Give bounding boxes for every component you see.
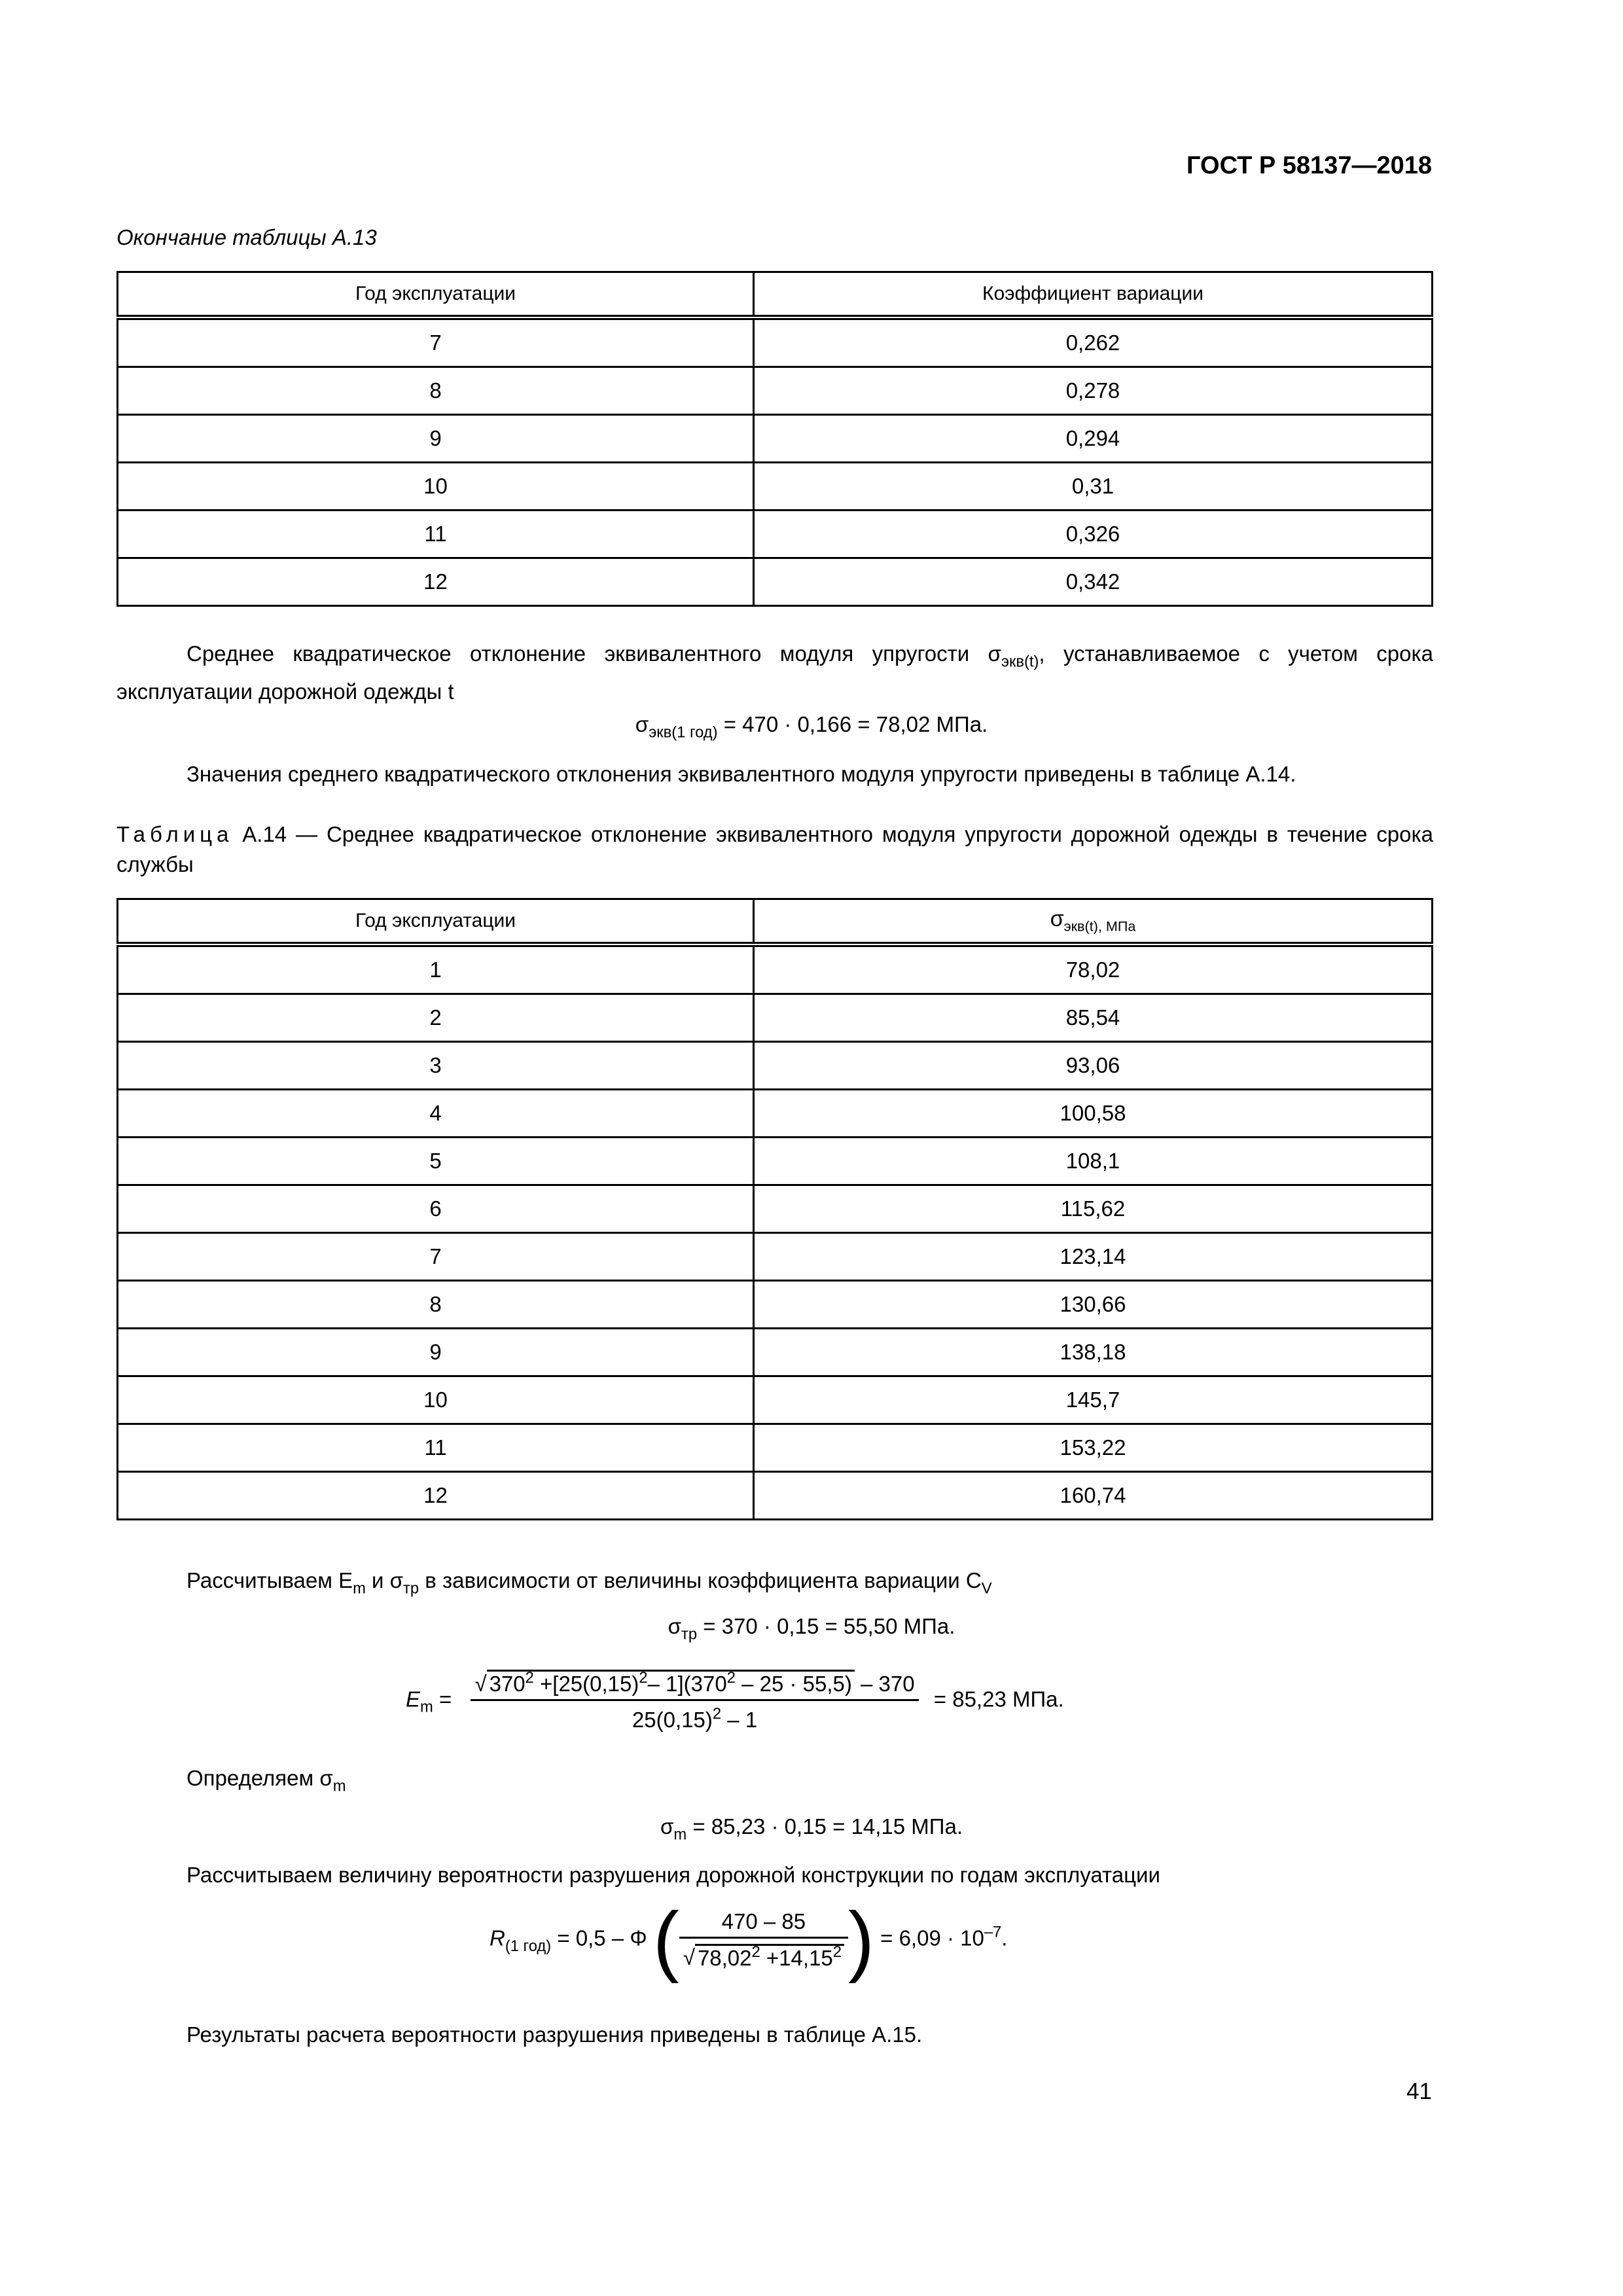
table-cell: 0,342 bbox=[754, 558, 1433, 606]
paragraph-define-sigma-m: Определяем $\sigma_m$ bbox=[187, 1766, 346, 1795]
table-row bbox=[118, 1424, 1433, 1472]
table-row bbox=[118, 1281, 1433, 1329]
formula-probability: $R_{(1 год)} = 0,5 - \Phi$ ( $\frac{470 - 85}{√ 78,02^2 +14,15^2}$ ) = $6,09 \cdot 10^{-7}$. bbox=[490, 1896, 1008, 1984]
table-cell: 5 bbox=[118, 1138, 754, 1185]
table-cell: 11 bbox=[118, 511, 754, 558]
table-cell: 7 bbox=[118, 317, 754, 367]
table-cell: 3 bbox=[118, 1042, 754, 1090]
table-row bbox=[118, 994, 1433, 1042]
column-header: Год эксплуатации bbox=[118, 272, 754, 318]
table-header-row bbox=[118, 899, 1433, 945]
table-cell: 7 bbox=[118, 1233, 754, 1281]
table-cell: 153,22 bbox=[754, 1424, 1433, 1472]
table-row bbox=[118, 1233, 1433, 1281]
paragraph-std-deviation: Среднее квадратическое отклонение эквивалентного модуля упругости $\sigma_{экв(t)}$, устанавливаемое с учетом срока эксплуатации дорожной одежды t bbox=[116, 641, 1433, 704]
table-row bbox=[118, 1376, 1433, 1424]
column-header: Коэффициент вариации bbox=[754, 272, 1433, 318]
formula-sigma-m: $\sigma_m = 85,23 \cdot 0,15 = 14,15$ МПа. bbox=[660, 1814, 963, 1844]
table-cell: 78,02 bbox=[754, 944, 1433, 994]
table-row bbox=[118, 511, 1433, 558]
table-cell: 9 bbox=[118, 1329, 754, 1376]
table-cell: 0,294 bbox=[754, 415, 1433, 463]
table-row bbox=[118, 1090, 1433, 1138]
table-row bbox=[118, 558, 1433, 606]
right-paren-icon: ) bbox=[848, 1896, 874, 1984]
table-cell: 11 bbox=[118, 1424, 754, 1472]
table-cell: 123,14 bbox=[754, 1233, 1433, 1281]
paragraph-calc-em: Рассчитываем $E_m$ и $\sigma_{тр}$ в зависимости от величины коэффициента вариации $C_V$ bbox=[187, 1568, 992, 1598]
table-cell: 0,278 bbox=[754, 367, 1433, 415]
document-code: ГОСТ Р 58137—2018 bbox=[1186, 152, 1432, 179]
table-cell: 85,54 bbox=[754, 994, 1433, 1042]
table-cell: 8 bbox=[118, 1281, 754, 1329]
table-row bbox=[118, 317, 1433, 367]
column-header: $\sigma_{экв(t), МПа}$ bbox=[754, 899, 1433, 945]
table-cell: 160,74 bbox=[754, 1472, 1433, 1520]
table-row bbox=[118, 1138, 1433, 1185]
table-row bbox=[118, 1472, 1433, 1520]
paragraph-probability: Рассчитываем величину вероятности разрушения дорожной конструкции по годам эксплуатации bbox=[187, 1863, 1160, 1887]
table-cell: 0,262 bbox=[754, 317, 1433, 367]
table-a13-caption: Окончание таблицы А.13 bbox=[116, 225, 377, 249]
table-row bbox=[118, 1185, 1433, 1233]
table-header-row bbox=[118, 272, 1433, 318]
table-row bbox=[118, 944, 1433, 994]
table-cell: 4 bbox=[118, 1090, 754, 1138]
page-number: 41 bbox=[1406, 2079, 1432, 2104]
table-row bbox=[118, 367, 1433, 415]
table-cell: 130,66 bbox=[754, 1281, 1433, 1329]
table-cell: 10 bbox=[118, 463, 754, 511]
formula-sigma-eq: $\sigma_{экв(1 год)} = 470 \cdot 0,166 = 78,02$ МПа. bbox=[635, 712, 988, 742]
table-a14-caption: Таблица А.14 — Среднее квадратическое отклонение эквивалентного модуля упругости дорожной одежды в течение срока службы bbox=[116, 822, 1433, 876]
table-cell: 10 bbox=[118, 1376, 754, 1424]
table-cell: 12 bbox=[118, 1472, 754, 1520]
fraction: $\frac{√ 370^2 +[25(0,15)^2- 1](370^2 - 25 \cdot 55,5) - 370}{25(0,15)^2 - 1}$ bbox=[471, 1669, 918, 1732]
table-cell: 8 bbox=[118, 367, 754, 415]
table-cell: 145,7 bbox=[754, 1376, 1433, 1424]
table-cell: 138,18 bbox=[754, 1329, 1433, 1376]
table-a14 bbox=[116, 898, 1433, 1520]
table-row bbox=[118, 415, 1433, 463]
table-cell: 100,58 bbox=[754, 1090, 1433, 1138]
formula-em: $E_m$ = $\frac{√ 370^2 +[25(0,15)^2- 1](370^2 - 25 \cdot 55,5) - 370}{25(0,15)^2 - 1}$ = 85,23 МПа. bbox=[406, 1669, 1064, 1732]
table-cell: 12 bbox=[118, 558, 754, 606]
table-cell: 9 bbox=[118, 415, 754, 463]
table-a13 bbox=[116, 271, 1433, 607]
table-row bbox=[118, 1329, 1433, 1376]
table-cell: 93,06 bbox=[754, 1042, 1433, 1090]
table-row bbox=[118, 1042, 1433, 1090]
fraction: $\frac{470 - 85}{√ 78,02^2 +14,15^2}$ bbox=[679, 1909, 848, 1970]
table-cell: 6 bbox=[118, 1185, 754, 1233]
column-header: Год эксплуатации bbox=[118, 899, 754, 945]
table-cell: 1 bbox=[118, 944, 754, 994]
paragraph-results-ref: Результаты расчета вероятности разрушения приведены в таблице А.15. bbox=[187, 2022, 923, 2047]
left-paren-icon: ( bbox=[652, 1896, 679, 1984]
table-cell: 0,326 bbox=[754, 511, 1433, 558]
paragraph-values-ref: Значения среднего квадратического отклонения эквивалентного модуля упругости приведены в таблице А.14. bbox=[187, 762, 1296, 786]
table-cell: 115,62 bbox=[754, 1185, 1433, 1233]
table-cell: 108,1 bbox=[754, 1138, 1433, 1185]
formula-sigma-tr: $\sigma_{тр} = 370 \cdot 0,15 = 55,50$ МПа. bbox=[668, 1614, 955, 1643]
table-row bbox=[118, 463, 1433, 511]
table-cell: 0,31 bbox=[754, 463, 1433, 511]
table-cell: 2 bbox=[118, 994, 754, 1042]
